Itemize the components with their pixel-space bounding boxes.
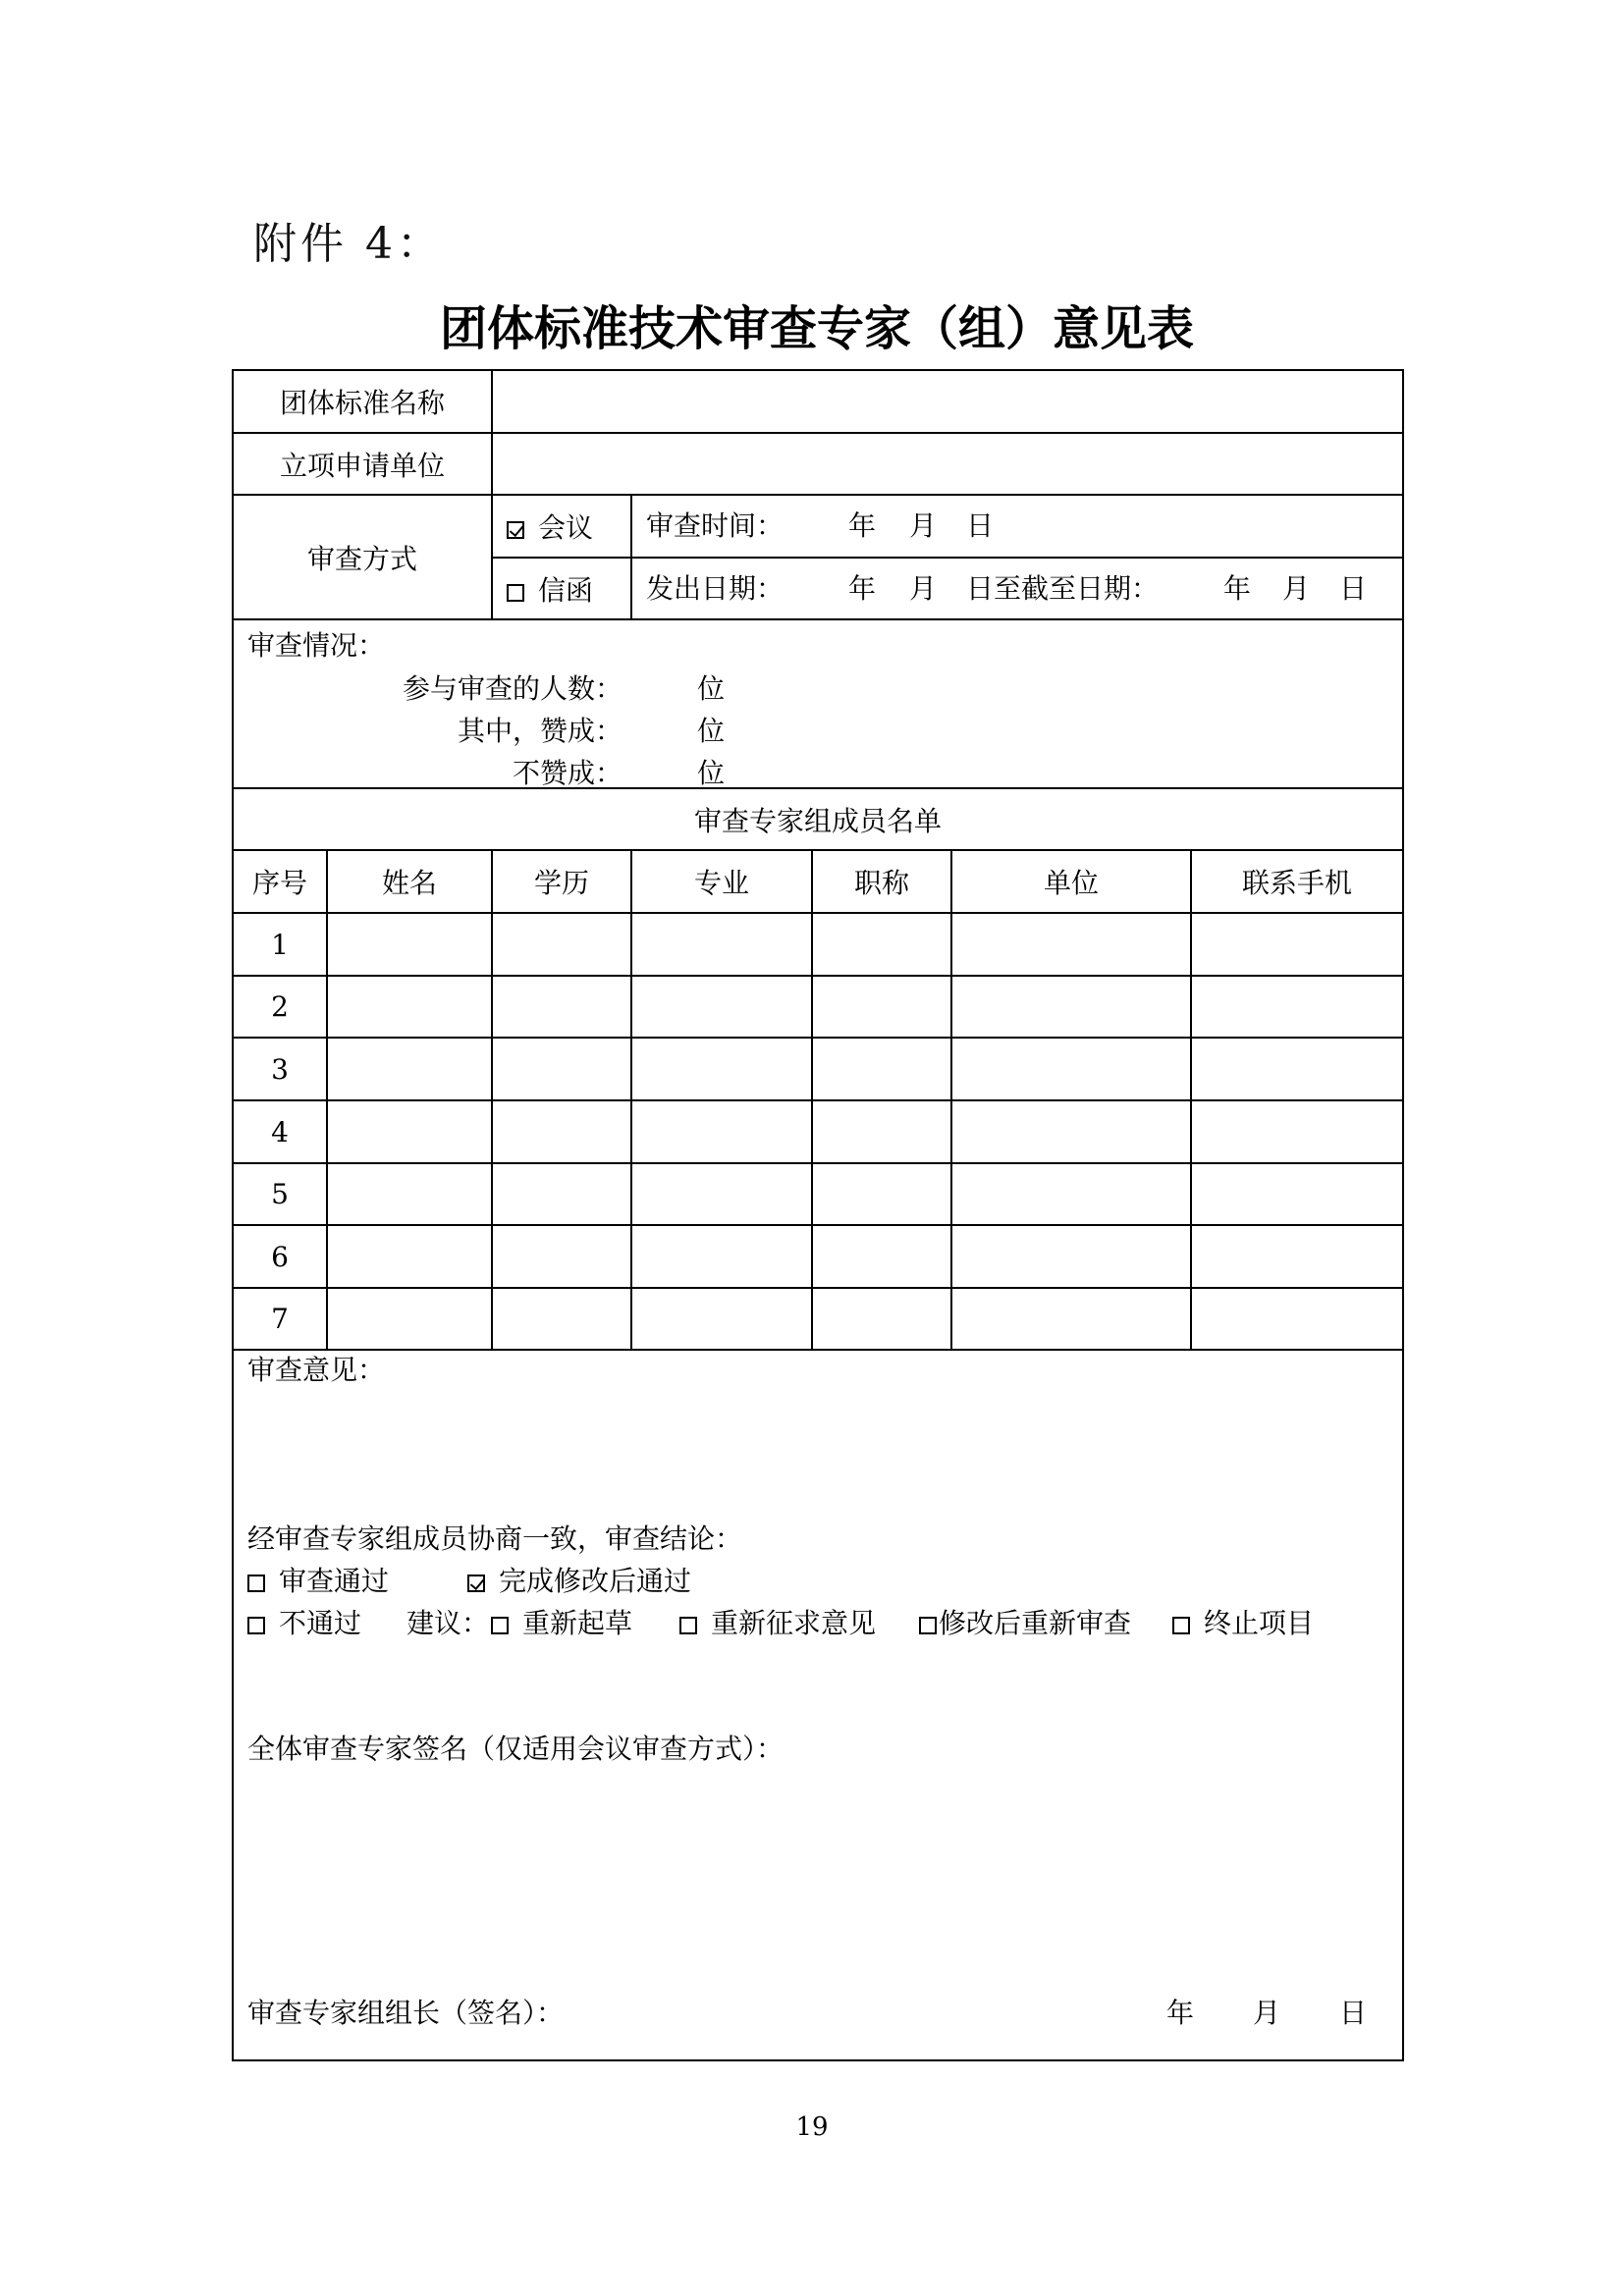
row-number: 4 [233,1100,327,1163]
fail-checkbox[interactable] [247,1617,265,1634]
major-cell[interactable] [631,1288,812,1350]
members-heading: 审查专家组成员名单 [233,788,1403,850]
table-row [233,1100,1403,1163]
title-cell[interactable] [812,976,951,1038]
name-cell[interactable] [327,913,492,976]
major-cell[interactable] [631,1038,812,1100]
unit-cell[interactable] [951,976,1191,1038]
pass-after-revision-checkbox[interactable] [467,1575,485,1592]
terminate-checkbox[interactable] [1172,1617,1190,1634]
members-header-row [233,850,1403,913]
phone-cell[interactable] [1191,913,1403,976]
leader-day-label: 日 [1339,1997,1368,2029]
table-row [233,1288,1403,1350]
option-pass[interactable] [247,1562,389,1601]
review-status-label: 审查情况： [247,629,386,662]
col-header: 专业 [631,850,812,913]
education-cell[interactable] [492,1038,631,1100]
unit-cell[interactable] [951,1038,1191,1100]
review-status-cell [233,619,1403,788]
participants-unit: 位 [697,672,726,705]
participants-label: 参与审查的人数： [402,672,623,705]
form-title: 团体标准技术审查专家（组）意见表 [439,301,1194,356]
attachment-label: 附件 4： [253,219,444,269]
letter-date-cell [631,558,1403,619]
pass-checkbox[interactable] [247,1575,265,1592]
consensus-text: 经审查专家组成员协商一致，审查结论： [247,1522,743,1555]
education-cell[interactable] [492,976,631,1038]
option-redraft[interactable] [491,1604,632,1643]
unit-cell[interactable] [951,913,1191,976]
col-header: 序号 [233,850,327,913]
against-label: 不赞成： [512,757,623,789]
name-cell[interactable] [327,1100,492,1163]
in-favor-label: 其中，赞成： [457,715,623,747]
table-row [233,913,1403,976]
name-cell[interactable] [327,976,492,1038]
option-label: 不通过 [279,1607,362,1639]
table-row [233,1038,1403,1100]
title-cell[interactable] [812,1100,951,1163]
leader-month-label: 月 [1253,1997,1281,2029]
option-label: 重新起草 [522,1607,633,1639]
issue-date-label: 发出日期： [646,571,785,605]
opinion-cell [233,1350,1403,2060]
title-cell[interactable] [812,1225,951,1288]
letter-option[interactable] [492,558,631,619]
deadline-day-label: 日 [1339,571,1368,605]
row-number: 5 [233,1163,327,1225]
major-cell[interactable] [631,1100,812,1163]
major-cell[interactable] [631,913,812,976]
meeting-time-cell [631,495,1403,558]
deadline-year-label: 年 [1223,571,1252,605]
option-label: 审查通过 [279,1565,390,1597]
page-number: 19 [795,2112,829,2142]
deadline-label: 日至截至日期： [966,571,1160,605]
major-cell[interactable] [631,1163,812,1225]
name-cell[interactable] [327,1288,492,1350]
major-cell[interactable] [631,1225,812,1288]
row-number: 2 [233,976,327,1038]
option-label: 完成修改后通过 [499,1565,692,1597]
col-header: 学历 [492,850,631,913]
option-fail[interactable] [247,1604,361,1643]
leader-label: 审查专家组组长（签名）： [247,1997,565,2029]
col-header: 联系手机 [1191,850,1403,913]
option-label: 重新征求意见 [711,1607,877,1639]
applicant-field[interactable] [492,433,1403,495]
col-header: 姓名 [327,850,492,913]
month-label: 月 [909,509,938,542]
meeting-checkbox[interactable] [507,521,524,539]
option-terminate[interactable] [1172,1604,1314,1643]
table-row [233,976,1403,1038]
row-number: 6 [233,1225,327,1288]
row-number: 1 [233,913,327,976]
unit-cell[interactable] [951,1288,1191,1350]
option-re-review[interactable] [919,1604,1131,1643]
option-label: 修改后重新审查 [939,1607,1132,1639]
education-cell[interactable] [492,1163,631,1225]
name-cell[interactable] [327,1163,492,1225]
standard-name-field[interactable] [492,370,1403,433]
education-cell[interactable] [492,913,631,976]
row-number: 3 [233,1038,327,1100]
option-pass-after-revision[interactable] [467,1562,691,1601]
unit-cell[interactable] [951,1100,1191,1163]
suggest-label: 建议： [406,1607,490,1639]
table-row [233,1163,1403,1225]
education-cell[interactable] [492,1288,631,1350]
name-cell[interactable] [327,1225,492,1288]
signature-label: 全体审查专家签名（仅适用会议审查方式）： [247,1733,785,1765]
name-cell[interactable] [327,1038,492,1100]
issue-month-label: 月 [909,571,938,605]
option-label: 终止项目 [1204,1607,1315,1639]
major-cell[interactable] [631,976,812,1038]
title-cell[interactable] [812,1288,951,1350]
redraft-checkbox[interactable] [491,1617,509,1634]
issue-year-label: 年 [848,571,877,605]
standard-name-label: 团体标准名称 [233,370,492,433]
col-header: 职称 [812,850,951,913]
title-cell[interactable] [812,1163,951,1225]
deadline-month-label: 月 [1282,571,1311,605]
meeting-option-label: 会议 [538,511,594,544]
letter-option-label: 信函 [538,573,594,607]
year-label: 年 [848,509,877,542]
letter-checkbox[interactable] [507,584,524,602]
phone-cell[interactable] [1191,1288,1403,1350]
phone-cell[interactable] [1191,1038,1403,1100]
day-label: 日 [966,509,995,542]
in-favor-unit: 位 [697,715,726,747]
title-cell[interactable] [812,1038,951,1100]
education-cell[interactable] [492,1225,631,1288]
unit-cell[interactable] [951,1163,1191,1225]
opinion-label: 审查意见： [247,1354,386,1386]
phone-cell[interactable] [1191,1163,1403,1225]
education-cell[interactable] [492,1100,631,1163]
re-review-checkbox[interactable] [919,1617,937,1634]
applicant-label: 立项申请单位 [233,433,492,495]
unit-cell[interactable] [951,1225,1191,1288]
leader-year-label: 年 [1166,1997,1195,2029]
meeting-time-label: 审查时间： [646,509,785,542]
against-unit: 位 [697,757,726,789]
method-label: 审查方式 [233,495,492,619]
col-header: 单位 [951,850,1191,913]
title-cell[interactable] [812,913,951,976]
table-row [233,1225,1403,1288]
option-resolicit[interactable] [679,1604,876,1643]
phone-cell[interactable] [1191,976,1403,1038]
resolicit-checkbox[interactable] [679,1617,697,1634]
phone-cell[interactable] [1191,1225,1403,1288]
phone-cell[interactable] [1191,1100,1403,1163]
review-form-table [232,369,1404,2061]
row-number: 7 [233,1288,327,1350]
meeting-option[interactable] [492,495,631,558]
